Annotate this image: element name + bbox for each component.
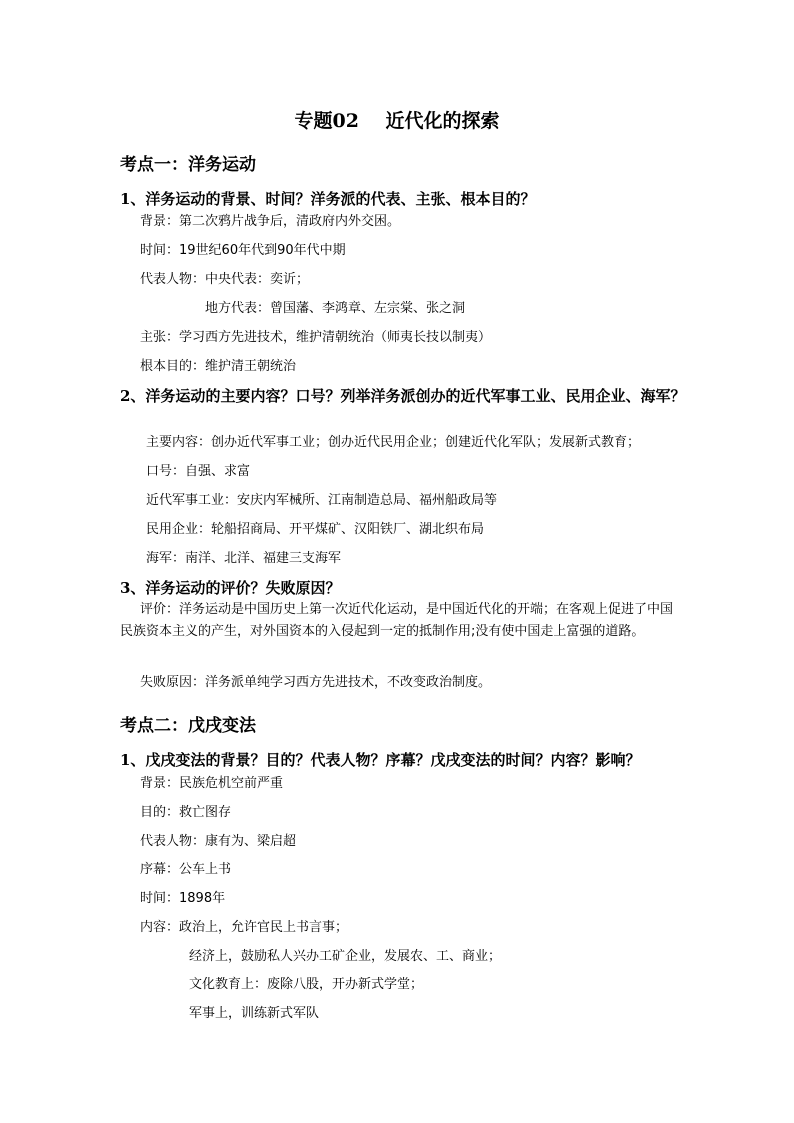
- text-line: 目的：救亡图存: [140, 805, 232, 820]
- text-line: 军事上，训练新式军队: [189, 1006, 320, 1021]
- question-heading: 2、洋务运动的主要内容？口号？列举洋务派创办的近代军事工业、民用企业、海军？: [120, 387, 686, 405]
- paragraph: 评价：洋务运动是中国历史上第一次近代化运动，是中国近代化的开端；在客观上促进了中国民族资本主义的产生，对外国资本的入侵起到一定的抵制作用;没有使中国走上富强的道路。: [120, 602, 674, 639]
- section-heading-wuxu: 考点二：戊戌变法: [120, 716, 256, 736]
- text-line: 主要内容：创办近代军事工业；创办近代民用企业；创建近代化军队；发展新式教育；: [146, 435, 641, 450]
- text-line: 序幕：公车上书: [140, 862, 232, 877]
- question-heading: 1、洋务运动的背景、时间？洋务派的代表、主张、根本目的？: [120, 190, 536, 208]
- section-heading-yangwu: 考点一：洋务运动: [120, 155, 256, 175]
- text-line: 代表人物：康有为、梁启超: [140, 834, 297, 849]
- text-line: 经济上，鼓励私人兴办工矿企业，发展农、工、商业；: [189, 949, 502, 964]
- text-line: 代表人物：中央代表：奕䜣；: [140, 272, 310, 287]
- document-title: 专题02 近代化的探索: [294, 110, 500, 132]
- text-line: 失败原因：洋务派单纯学习西方先进技术，不改变政治制度。: [140, 675, 492, 690]
- text-line: 时间：19世纪60年代到90年代中期: [140, 243, 346, 258]
- text-line: 主张：学习西方先进技术，维护清朝统治（师夷长技以制夷）: [140, 330, 492, 345]
- text-line: 背景：民族危机空前严重: [140, 776, 284, 791]
- text-line: 民用企业：轮船招商局、开平煤矿、汉阳铁厂、湖北织布局: [146, 522, 485, 537]
- text-line: 口号：自强、求富: [146, 464, 251, 479]
- text-line: 根本目的：维护清王朝统治: [140, 359, 297, 374]
- text-line: 近代军事工业：安庆内军械所、江南制造总局、福州船政局等: [146, 493, 498, 508]
- text-line: 内容：政治上，允许官民上书言事；: [140, 920, 349, 935]
- question-heading: 3、洋务运动的评价？失败原因？: [120, 579, 341, 597]
- text-line: 时间：1898年: [140, 891, 226, 906]
- question-heading: 1、戊戌变法的背景？目的？代表人物？序幕？戊戌变法的时间？内容？影响？: [120, 751, 641, 769]
- text-line: 背景：第二次鸦片战争后，清政府内外交困。: [140, 214, 401, 229]
- text-line: 地方代表：曾国藩、李鸿章、左宗棠、张之洞: [205, 301, 466, 316]
- text-line: 海军：南洋、北洋、福建三支海军: [146, 551, 342, 566]
- text-line: 文化教育上：废除八股，开办新式学堂；: [189, 977, 424, 992]
